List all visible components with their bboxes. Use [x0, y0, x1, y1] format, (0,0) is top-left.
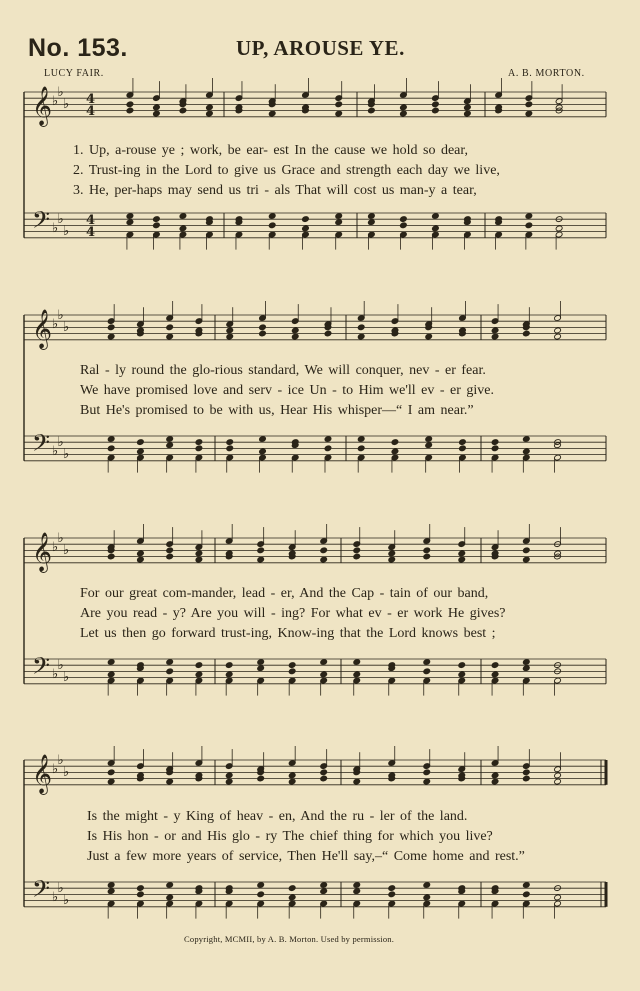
system-2-bass-note — [491, 445, 499, 452]
system-3-bass-note — [257, 665, 265, 672]
system-2-bass-note — [357, 445, 365, 452]
system-1-bass-note — [179, 213, 187, 220]
system-2-bass-note — [391, 439, 399, 446]
system-3-bass-note — [491, 671, 499, 678]
system-1-bass-note — [126, 213, 134, 220]
system-4-bass-note — [388, 891, 396, 898]
system-2-treble-note — [324, 330, 332, 337]
system-2-bass-clef: 𝄢 — [32, 429, 51, 462]
system-1-bass-note — [126, 219, 134, 226]
system-4-bass-note — [257, 891, 265, 898]
system-2-treble-clef: 𝄞 — [32, 309, 53, 349]
system-4-treble-note — [257, 775, 265, 782]
system-3-treble-note — [137, 550, 145, 557]
system-3-treble-note — [195, 556, 203, 563]
system-4-bass-note — [137, 885, 145, 892]
system-1-treble-note — [400, 104, 408, 111]
system-2-bass-note — [522, 436, 530, 443]
system-2-treble-note — [357, 324, 365, 331]
system-4-bass-note — [353, 888, 361, 895]
system-2-treble-note — [291, 333, 299, 340]
system-2-treble-note — [259, 330, 267, 337]
system-2-treble-note — [166, 324, 174, 331]
system-2-bass-note — [357, 436, 365, 443]
system-1-bass-note — [368, 219, 376, 226]
system-4-treble-clef: 𝄞 — [32, 754, 53, 794]
system-3-bass-note — [423, 659, 431, 666]
system-3-bass-note — [225, 671, 233, 678]
system-1-bass-note — [179, 225, 187, 232]
system-1-bass-note — [335, 213, 343, 220]
system-3-verse-2: Are you read - y? Are you will - ing? For what ev - er work He gives? — [80, 606, 506, 621]
system-3-bass-note — [225, 662, 233, 669]
copyright-notice: Copyright, MCMII, by A. B. Morton. Used by permission. — [184, 934, 395, 944]
system-4-treble-note — [522, 769, 530, 776]
system-2-bass-key-flat: ♭ — [57, 435, 64, 450]
system-1-bass-note — [268, 222, 276, 229]
hymn-title: UP, AROUSE YE. — [236, 36, 405, 60]
system-4-bass-note — [107, 888, 115, 895]
system-2-treble-note — [259, 324, 267, 331]
system-1-treble-key-flat: ♭ — [52, 94, 59, 109]
system-1-bass-note — [268, 213, 276, 220]
system-3-treble-key-flat: ♭ — [63, 543, 70, 558]
system-1-treble-note — [525, 101, 533, 108]
system-2-treble-key-flat: ♭ — [57, 308, 64, 323]
system-3-verse-3: Let us then go forward trust-ing, Know-ing that the Lord knows best ; — [80, 626, 496, 641]
system-4-bass-note — [257, 882, 265, 889]
system-2-bass-note — [259, 436, 267, 443]
system-3-bass-note — [522, 659, 530, 666]
system-4-bass-note — [166, 894, 174, 901]
system-3-treble-note — [353, 547, 361, 554]
system-2-bass-note — [522, 448, 530, 455]
system-4-bass-note — [554, 894, 562, 901]
system-3-treble-note — [458, 556, 466, 563]
system-1-treble-note — [464, 104, 472, 111]
system-2-bass-note — [425, 436, 433, 443]
system-4-treble-note — [166, 778, 174, 785]
system-1-bass-note — [432, 213, 440, 220]
system-2-treble-key-flat: ♭ — [63, 320, 70, 335]
system-2-bass-note — [324, 445, 332, 452]
system-1-verse-1: 1. Up, a-rouse ye ; work, be ear- est In the cause we hold so dear, — [73, 143, 468, 158]
system-1-bass-note — [153, 222, 161, 229]
system-1-bass-note — [302, 225, 310, 232]
system-3-bass-note — [320, 659, 328, 666]
system-1-treble-note — [400, 110, 408, 117]
system-1-treble-note — [335, 110, 343, 117]
system-2-treble-note — [491, 327, 499, 334]
system-4-bass-note — [320, 888, 328, 895]
system-3-bass-note — [320, 671, 328, 678]
system-3-bass-note — [257, 659, 265, 666]
system-2-bass-note — [137, 448, 145, 455]
system-2-bass-note — [226, 439, 234, 446]
composer-credit: A. B. MORTON. — [508, 68, 585, 79]
system-2-bass-note — [166, 436, 174, 443]
system-3-bass-note — [195, 671, 203, 678]
system-3-treble-note — [257, 556, 265, 563]
system-4-bass-note — [137, 891, 145, 898]
system-3-treble-note — [257, 547, 265, 554]
system-1-treble-note — [153, 104, 161, 111]
system-2-treble-note — [554, 333, 562, 340]
system-1-time-signature-bass: 4 — [86, 213, 96, 228]
system-4-verse-3: Just a few more years of service, Then He'll say,–“ Come home and rest.” — [87, 849, 525, 864]
system-1-verse-2: 2. Trust-ing in the Lord to give us Grace and strength each day we live, — [73, 163, 500, 178]
system-2-verse-3: But He's promised to be with us, Hear His whisper—“ I am near.” — [80, 403, 474, 418]
system-3-bass-note — [491, 662, 499, 669]
system-4-bass-note — [288, 885, 296, 892]
system-3-bass-key-flat: ♭ — [63, 670, 70, 685]
system-2-bass-note — [459, 439, 467, 446]
system-1-bass-key-flat: ♭ — [52, 221, 59, 236]
system-3-bass-note — [522, 665, 530, 672]
system-1-treble-note — [268, 110, 276, 117]
system-1-treble-key-flat: ♭ — [63, 97, 70, 112]
system-4-verse-2: Is His hon - or and His glo - ry The chief thing for which you live? — [87, 829, 493, 844]
system-2-bass-note — [195, 439, 203, 446]
system-2-treble-note — [554, 327, 562, 334]
system-3-bass-note — [353, 659, 361, 666]
system-4-treble-note — [107, 769, 115, 776]
system-2-treble-note — [107, 324, 115, 331]
lyricist-credit: LUCY FAIR. — [44, 68, 104, 79]
system-1-bass-note — [335, 219, 343, 226]
system-2-verse-2: We have promised love and serv - ice Un - to Him we'll ev - er give. — [80, 383, 494, 398]
system-3-bass-note — [458, 671, 466, 678]
system-4-bass-note — [107, 882, 115, 889]
system-4-treble-note — [288, 772, 296, 779]
system-2-treble-note — [357, 333, 365, 340]
system-3-bass-note — [458, 662, 466, 669]
system-3-treble-note — [137, 556, 145, 563]
system-2-bass-note — [259, 448, 267, 455]
system-3-bass-note — [195, 662, 203, 669]
system-3-bass-note — [423, 668, 431, 675]
system-1-treble-note — [206, 110, 214, 117]
system-3-treble-note — [320, 556, 328, 563]
system-3-treble-note — [388, 550, 396, 557]
system-4-bass-note — [522, 882, 530, 889]
system-3-treble-key-flat: ♭ — [57, 531, 64, 546]
system-1-bass-note — [555, 225, 563, 232]
system-2-bass-note — [107, 445, 115, 452]
system-3-bass-clef: 𝄢 — [32, 652, 51, 685]
system-1-treble-note — [179, 107, 187, 114]
system-4-bass-key-flat: ♭ — [52, 890, 59, 905]
system-2-treble-key-flat: ♭ — [52, 317, 59, 332]
system-1-bass-note — [368, 213, 376, 220]
system-4-treble-note — [554, 772, 562, 779]
system-4-treble-note — [353, 778, 361, 785]
system-1-time-signature: 4 — [86, 92, 96, 107]
system-4-treble-key-flat: ♭ — [63, 765, 70, 780]
system-4-bass-note — [288, 894, 296, 901]
system-2-treble-note — [291, 327, 299, 334]
system-2-bass-note — [391, 448, 399, 455]
system-3-treble-note — [353, 553, 361, 560]
system-3-treble-note — [166, 547, 174, 554]
system-2-bass-note — [226, 445, 234, 452]
system-1-treble-note — [126, 107, 134, 114]
system-1-treble-note — [126, 101, 134, 108]
system-1-bass-key-flat: ♭ — [63, 224, 70, 239]
system-3-bass-key-flat: ♭ — [52, 667, 59, 682]
system-1-treble-clef: 𝄞 — [32, 86, 53, 126]
system-4-bass-note — [166, 882, 174, 889]
system-1-bass-note — [302, 216, 310, 223]
system-3-bass-note — [166, 659, 174, 666]
system-3-treble-note — [166, 553, 174, 560]
system-3-bass-note — [107, 671, 115, 678]
system-2-treble-note — [522, 330, 530, 337]
system-3-treble-note — [388, 556, 396, 563]
system-2-treble-note — [491, 333, 499, 340]
system-4-treble-note — [320, 769, 328, 776]
system-1-bass-note — [153, 216, 161, 223]
system-3-treble-note — [423, 553, 431, 560]
system-1-treble-note — [335, 101, 343, 108]
system-4-treble-note — [554, 778, 562, 785]
system-4-treble-note — [320, 775, 328, 782]
system-4-bass-note — [320, 882, 328, 889]
system-4-bass-key-flat: ♭ — [57, 881, 64, 896]
system-1-bass-note — [432, 225, 440, 232]
system-1-bass-key-flat: ♭ — [57, 212, 64, 227]
system-4-treble-note — [225, 772, 233, 779]
system-2-treble-note — [166, 333, 174, 340]
system-2-treble-note — [425, 333, 433, 340]
system-3-bass-note — [288, 662, 296, 669]
system-1-treble-key-flat: ♭ — [57, 85, 64, 100]
system-3-treble-note — [458, 550, 466, 557]
system-1-bass-note — [525, 222, 533, 229]
hymn-number: No. 153. — [28, 34, 128, 62]
system-4-treble-note — [423, 778, 431, 785]
system-4-treble-note — [107, 778, 115, 785]
system-1-bass-note — [525, 213, 533, 220]
system-3-treble-note — [423, 547, 431, 554]
system-4-treble-note — [491, 772, 499, 779]
system-4-bass-note — [423, 882, 431, 889]
system-1-time-signature: 4 — [86, 104, 96, 119]
system-3-treble-clef: 𝄞 — [32, 532, 53, 572]
system-3-treble-note — [522, 547, 530, 554]
system-2-treble-note — [226, 327, 234, 334]
system-4-treble-note — [522, 775, 530, 782]
system-1-treble-note — [432, 101, 440, 108]
system-3-bass-note — [166, 668, 174, 675]
system-3-bass-note — [107, 659, 115, 666]
system-3-treble-note — [522, 556, 530, 563]
system-2-verse-1: Ral - ly round the glo-rious standard, We will conquer, nev - er fear. — [80, 363, 486, 378]
system-1-treble-note — [206, 104, 214, 111]
system-3-bass-key-flat: ♭ — [57, 658, 64, 673]
system-4-treble-note — [288, 778, 296, 785]
system-4-treble-note — [225, 778, 233, 785]
system-4-bass-note — [522, 891, 530, 898]
system-1-treble-note — [464, 110, 472, 117]
system-4-treble-note — [423, 769, 431, 776]
system-1-treble-note — [525, 110, 533, 117]
system-2-bass-note — [491, 439, 499, 446]
system-3-treble-note — [107, 553, 115, 560]
system-2-bass-key-flat: ♭ — [52, 444, 59, 459]
system-2-treble-note — [226, 333, 234, 340]
system-2-bass-note — [459, 445, 467, 452]
system-2-bass-note — [425, 442, 433, 449]
system-2-bass-note — [137, 439, 145, 446]
system-4-treble-note — [491, 778, 499, 785]
system-4-bass-note — [423, 894, 431, 901]
system-1-treble-note — [368, 107, 376, 114]
system-1-treble-note — [432, 107, 440, 114]
system-4-bass-note — [353, 882, 361, 889]
system-2-bass-note — [324, 436, 332, 443]
system-3-bass-note — [288, 668, 296, 675]
system-1-treble-note — [153, 110, 161, 117]
system-1-time-signature-bass: 4 — [86, 225, 96, 240]
system-4-treble-key-flat: ♭ — [57, 753, 64, 768]
system-1-verse-3: 3. He, per-haps may send us tri - als That will cost us man-y a tear, — [73, 183, 477, 198]
system-3-verse-1: For our great com-mander, lead - er, And the Cap - tain of our band, — [80, 586, 489, 601]
system-2-bass-note — [166, 442, 174, 449]
system-2-bass-note — [195, 445, 203, 452]
system-2-bass-key-flat: ♭ — [63, 447, 70, 462]
system-4-bass-key-flat: ♭ — [63, 893, 70, 908]
system-4-bass-clef: 𝄢 — [32, 875, 51, 908]
system-3-treble-note — [320, 547, 328, 554]
system-4-verse-1: Is the might - y King of heav - en, And the ru - ler of the land. — [87, 809, 468, 824]
system-4-treble-key-flat: ♭ — [52, 762, 59, 777]
system-3-treble-note — [195, 550, 203, 557]
system-2-treble-note — [107, 333, 115, 340]
system-1-bass-note — [400, 222, 408, 229]
system-1-bass-clef: 𝄢 — [32, 206, 51, 239]
system-4-bass-note — [388, 885, 396, 892]
system-3-bass-note — [353, 671, 361, 678]
system-3-treble-key-flat: ♭ — [52, 540, 59, 555]
system-1-bass-note — [400, 216, 408, 223]
system-2-bass-note — [107, 436, 115, 443]
